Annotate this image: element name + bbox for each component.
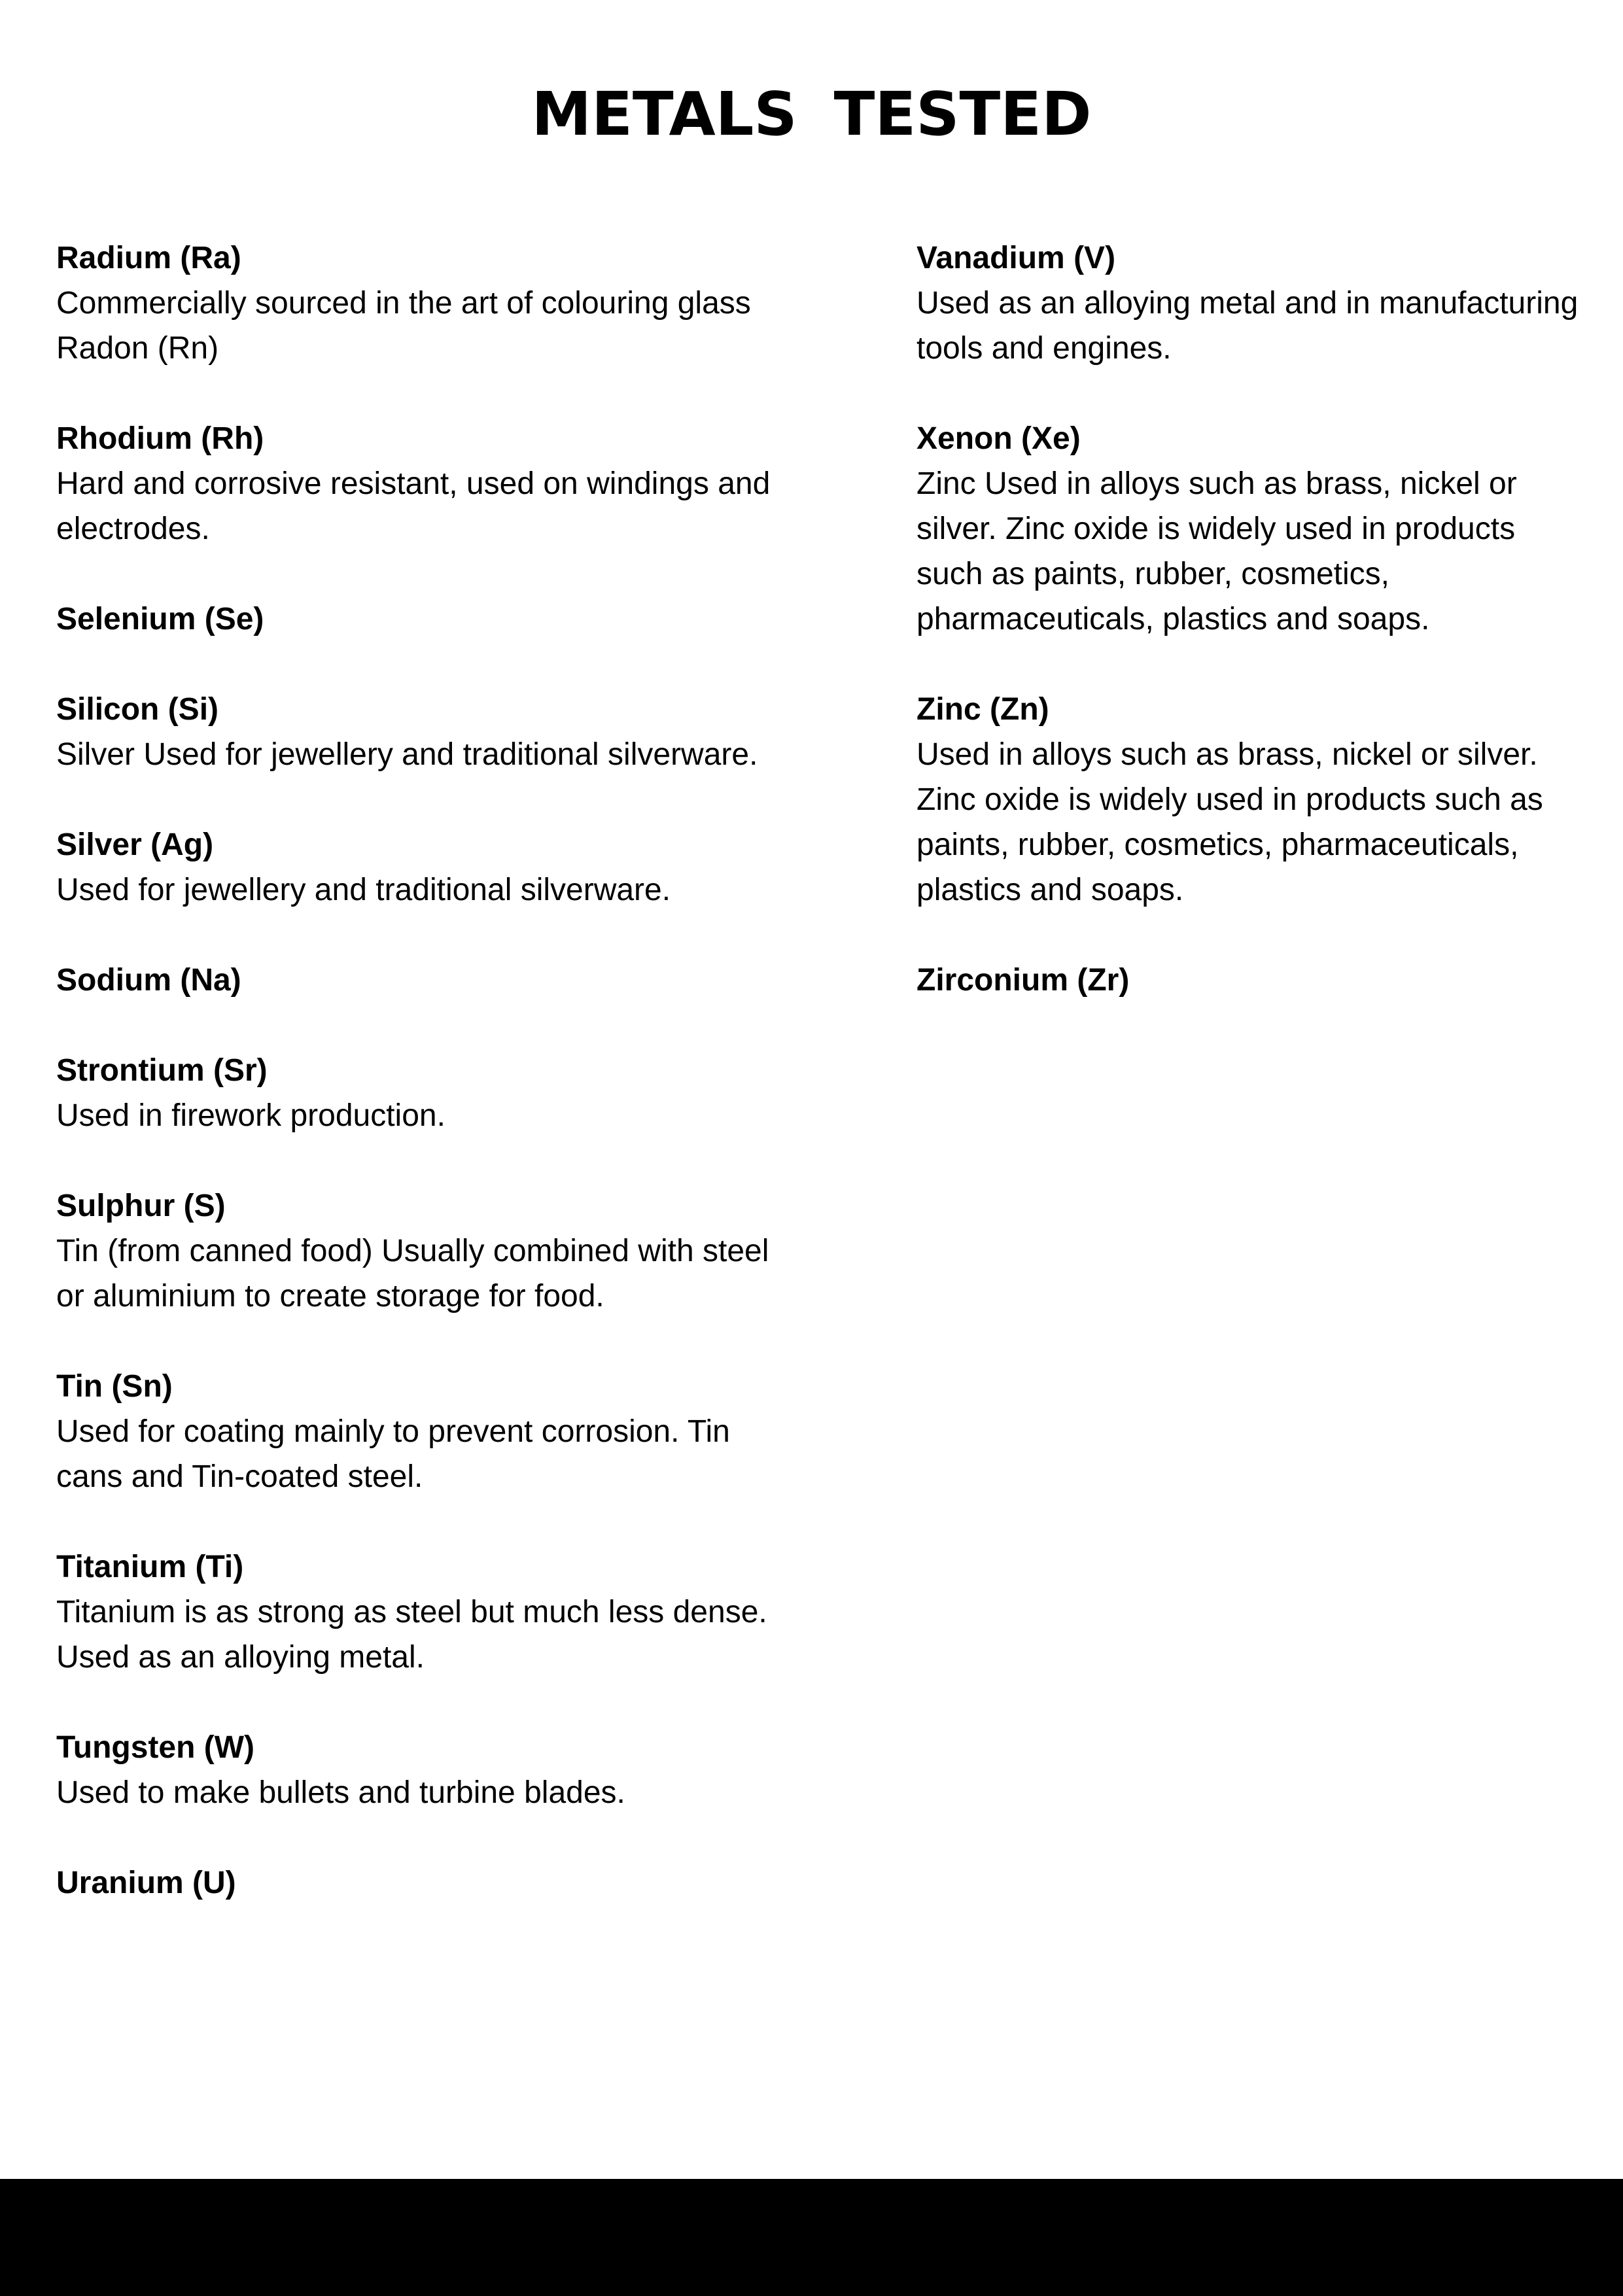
metal-entry-zirconium bbox=[916, 958, 1584, 1003]
metal-name: Zirconium (Zr) bbox=[916, 963, 1130, 998]
metal-name: Zinc (Zn) bbox=[916, 692, 1049, 727]
footer-bar bbox=[0, 2179, 1623, 2296]
page-title: METALS TESTED bbox=[531, 79, 1092, 149]
metal-name: Silicon (Si) bbox=[56, 692, 219, 727]
metal-description: Tin (from canned food) Usually combined with steel or aluminium to create storage for food. bbox=[56, 1234, 769, 1313]
metal-entry-tungsten bbox=[56, 1725, 776, 1815]
metal-entry-rhodium bbox=[56, 416, 776, 551]
metal-entry-strontium bbox=[56, 1048, 776, 1138]
metal-description: Hard and corrosive resistant, used on windings and electrodes. bbox=[56, 466, 771, 546]
metal-name: Silver (Ag) bbox=[56, 827, 214, 862]
metal-description: Used for jewellery and traditional silverware. bbox=[56, 873, 671, 907]
metal-entry-sulphur bbox=[56, 1183, 776, 1319]
metal-description: Used to make bullets and turbine blades. bbox=[56, 1775, 625, 1810]
metal-name: Rhodium (Rh) bbox=[56, 421, 264, 456]
metal-entry-silicon bbox=[56, 687, 776, 777]
metal-description: Zinc Used in alloys such as brass, nickel or silver. Zinc oxide is widely used in products such as paints, rubber, cosmetics, pharmaceuticals, plastics and soaps. bbox=[916, 466, 1517, 636]
left-column bbox=[56, 235, 776, 1951]
metal-name: Xenon (Xe) bbox=[916, 421, 1081, 456]
metal-name: Strontium (Sr) bbox=[56, 1053, 268, 1088]
metal-entry-vanadium bbox=[916, 235, 1584, 371]
metal-entry-radium bbox=[56, 235, 776, 371]
metal-entry-sodium bbox=[56, 958, 776, 1003]
metal-entry-zinc bbox=[916, 687, 1584, 913]
metal-name: Tin (Sn) bbox=[56, 1369, 173, 1404]
metal-name: Sodium (Na) bbox=[56, 963, 241, 998]
right-column bbox=[916, 235, 1584, 1048]
metal-name: Vanadium (V) bbox=[916, 241, 1116, 275]
metal-description: Commercially sourced in the art of colouring glass Radon (Rn) bbox=[56, 286, 751, 366]
metal-description: Silver Used for jewellery and traditional silverware. bbox=[56, 737, 758, 772]
metal-entry-selenium bbox=[56, 597, 776, 642]
metal-description: Titanium is as strong as steel but much less dense. Used as an alloying metal. bbox=[56, 1595, 767, 1675]
metal-name: Sulphur (S) bbox=[56, 1189, 226, 1223]
metal-description: Used in alloys such as brass, nickel or silver. Zinc oxide is widely used in products such as paints, rubber, cosmetics, pharmaceuticals, plastics and soaps. bbox=[916, 737, 1543, 907]
metal-entry-silver bbox=[56, 822, 776, 913]
metal-description: Used in firework production. bbox=[56, 1098, 445, 1133]
metal-entry-xenon bbox=[916, 416, 1584, 642]
metal-name: Radium (Ra) bbox=[56, 241, 241, 275]
metal-description: Used for coating mainly to prevent corrosion. Tin cans and Tin-coated steel. bbox=[56, 1414, 730, 1494]
metal-name: Titanium (Ti) bbox=[56, 1550, 244, 1584]
metal-description: Used as an alloying metal and in manufacturing tools and engines. bbox=[916, 286, 1579, 366]
metal-name: Tungsten (W) bbox=[56, 1730, 255, 1765]
metal-entry-tin bbox=[56, 1364, 776, 1499]
metal-entry-uranium bbox=[56, 1860, 776, 1905]
metal-entry-titanium bbox=[56, 1544, 776, 1680]
metal-name: Selenium (Se) bbox=[56, 602, 264, 636]
metal-name: Uranium (U) bbox=[56, 1866, 236, 1900]
